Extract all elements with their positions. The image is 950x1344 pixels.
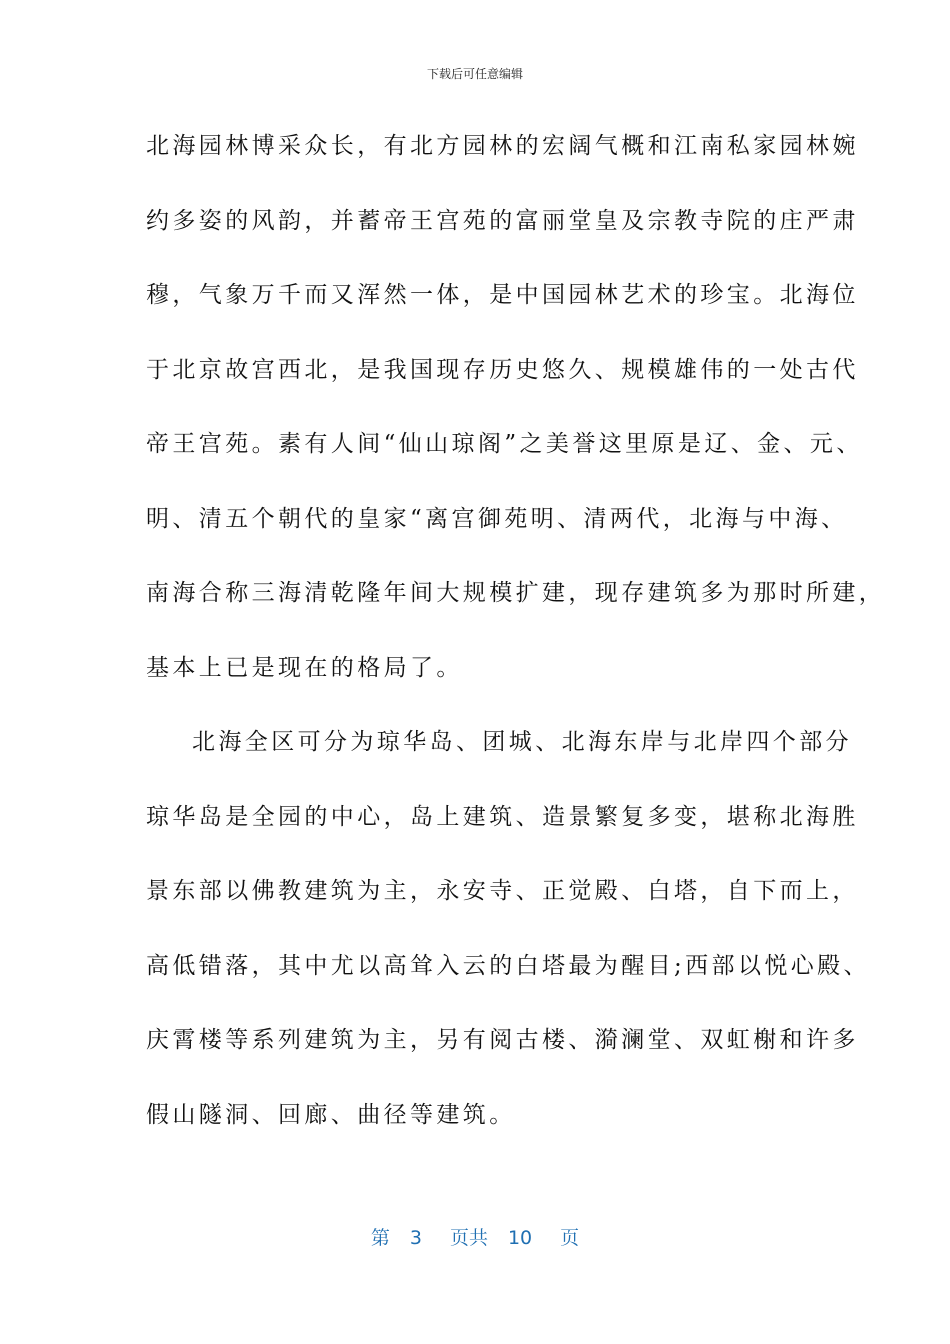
text-line: 穆，气象万千而又浑然一体，是中国园林艺术的珍宝。北海位 bbox=[146, 282, 859, 308]
text-line: 高低错落，其中尤以高耸入云的白塔最为醒目;西部以悦心殿、 bbox=[146, 952, 870, 979]
text-line: 琼华岛是全园的中心，岛上建筑、造景繁复多变，堪称北海胜 bbox=[146, 803, 859, 830]
text-line: 北海园林博采众长，有北方园林的宏阔气概和江南私家园林婉 bbox=[146, 133, 859, 159]
text-line: 明、清五个朝代的皇家“离宫御苑明、清两代，北海与中海、 bbox=[146, 505, 848, 532]
text-line: 基本上已是现在的格局了。 bbox=[146, 654, 463, 681]
text-line: 景东部以佛教建筑为主，永安寺、正觉殿、白塔，自下而上， bbox=[146, 878, 859, 904]
text-line: 约多姿的风韵，并蓄帝王宫苑的富丽堂皇及宗教寺院的庄严肃 bbox=[146, 207, 859, 234]
page-number-footer bbox=[0, 1226, 950, 1250]
current-page-number: 3 bbox=[409, 1227, 422, 1249]
text-line: 帝王宫苑。素有人间“仙山琼阁”之美誉这里原是辽、金、元、 bbox=[146, 431, 863, 457]
footer-prefix: 第 bbox=[370, 1227, 390, 1249]
text-line: 于北京故宫西北，是我国现存历史悠久、规模雄伟的一处古代 bbox=[146, 356, 859, 383]
document-body bbox=[146, 128, 886, 1171]
text-line: 庆霄楼等系列建筑为主，另有阅古楼、漪澜堂、双虹榭和许多 bbox=[146, 1027, 859, 1053]
page-header-note: 下载后可任意编辑 bbox=[426, 67, 523, 81]
footer-middle: 页共 bbox=[449, 1227, 488, 1249]
footer-suffix: 页 bbox=[560, 1227, 580, 1249]
text-line: 假山隧洞、回廊、曲径等建筑。 bbox=[146, 1101, 516, 1128]
total-page-count: 10 bbox=[507, 1227, 533, 1249]
paragraph-start-line: 北海全区可分为琼华岛、团城、北海东岸与北岸四个部分 bbox=[192, 729, 852, 755]
text-line: 南海合称三海清乾隆年间大规模扩建，现存建筑多为那时所建， bbox=[146, 580, 886, 606]
